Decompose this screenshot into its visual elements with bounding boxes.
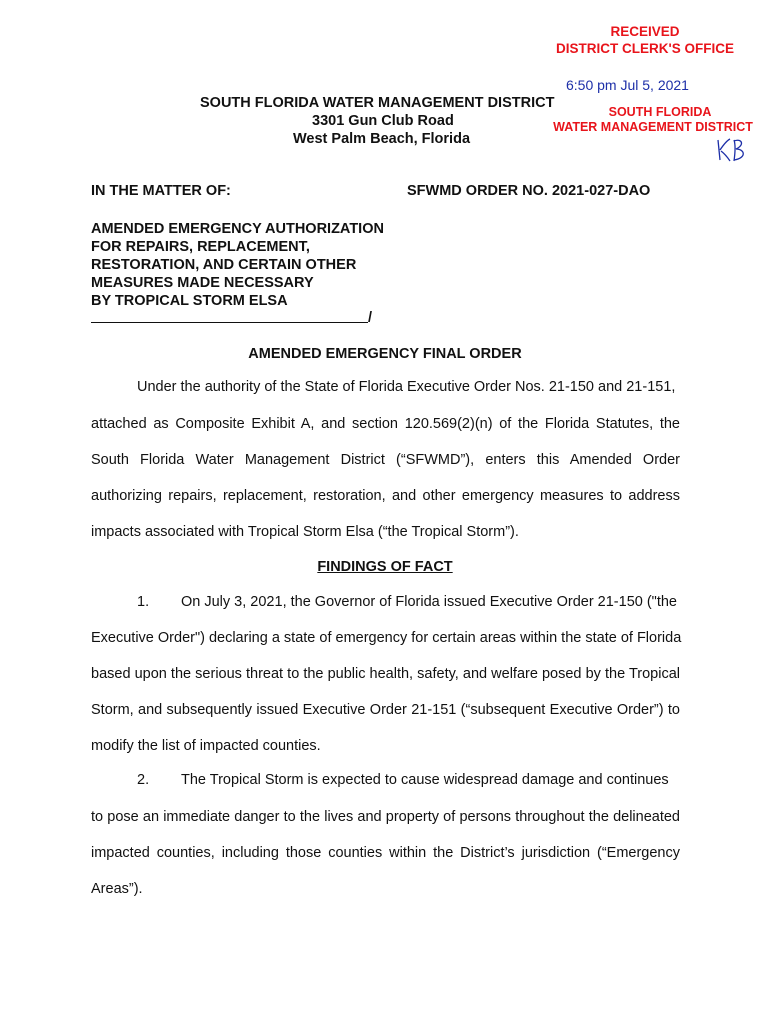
stamp-received: RECEIVED bbox=[610, 24, 680, 39]
order-title: AMENDED EMERGENCY FINAL ORDER bbox=[248, 346, 522, 362]
findings-heading: FINDINGS OF FACT bbox=[317, 559, 453, 575]
header-city: West Palm Beach, Florida bbox=[293, 131, 471, 147]
initials-signature bbox=[712, 136, 752, 164]
finding-number: 1. bbox=[137, 594, 150, 610]
caption-line: MEASURES MADE NECESSARY bbox=[91, 275, 314, 291]
finding-line: to pose an immediate danger to the lives and property of persons throughout the delineated bbox=[91, 809, 680, 825]
caption-rule bbox=[91, 322, 368, 323]
caption-slash: / bbox=[368, 310, 373, 326]
stamp-agency-line1: SOUTH FLORIDA bbox=[608, 105, 712, 119]
finding-line: impacted counties, including those counties within the District’s jurisdiction (“Emergency bbox=[91, 845, 680, 861]
finding-number: 2. bbox=[137, 772, 150, 788]
caption-line: AMENDED EMERGENCY AUTHORIZATION bbox=[91, 221, 384, 237]
intro-line: Under the authority of the State of Florida Executive Order Nos. 21-150 and 21-151, bbox=[137, 379, 676, 395]
intro-line: South Florida Water Management District (“SFWMD”), enters this Amended Order bbox=[91, 452, 680, 468]
finding-line: modify the list of impacted counties. bbox=[91, 738, 321, 754]
finding-line: Areas”). bbox=[91, 881, 143, 897]
stamp-office: DISTRICT CLERK'S OFFICE bbox=[556, 41, 734, 56]
matter-label: IN THE MATTER OF: bbox=[91, 183, 231, 199]
header-address: 3301 Gun Club Road bbox=[312, 113, 454, 129]
caption-line: FOR REPAIRS, REPLACEMENT, bbox=[91, 239, 310, 255]
stamp-agency-line2: WATER MANAGEMENT DISTRICT bbox=[553, 120, 753, 134]
stamp-datetime: 6:50 pm Jul 5, 2021 bbox=[566, 77, 689, 93]
intro-line: impacts associated with Tropical Storm Elsa (“the Tropical Storm”). bbox=[91, 524, 519, 540]
finding-first-line: The Tropical Storm is expected to cause widespread damage and continues bbox=[181, 772, 669, 788]
order-number: SFWMD ORDER NO. 2021-027-DAO bbox=[407, 183, 651, 199]
finding-line: Storm, and subsequently issued Executive Order 21-151 (“subsequent Executive Order”) to bbox=[91, 702, 680, 718]
header-agency: SOUTH FLORIDA WATER MANAGEMENT DISTRICT bbox=[200, 95, 555, 111]
caption-line: BY TROPICAL STORM ELSA bbox=[91, 293, 288, 309]
intro-line: authorizing repairs, replacement, restoration, and other emergency measures to address bbox=[91, 488, 680, 504]
finding-line: based upon the serious threat to the public health, safety, and welfare posed by the Tropical bbox=[91, 666, 680, 682]
intro-line: attached as Composite Exhibit A, and section 120.569(2)(n) of the Florida Statutes, the bbox=[91, 416, 680, 432]
finding-first-line: On July 3, 2021, the Governor of Florida issued Executive Order 21-150 ("the bbox=[181, 594, 677, 610]
finding-line: Executive Order") declaring a state of emergency for certain areas within the state of Florida bbox=[91, 630, 682, 646]
caption-line: RESTORATION, AND CERTAIN OTHER bbox=[91, 257, 357, 273]
caption-block bbox=[91, 220, 384, 310]
